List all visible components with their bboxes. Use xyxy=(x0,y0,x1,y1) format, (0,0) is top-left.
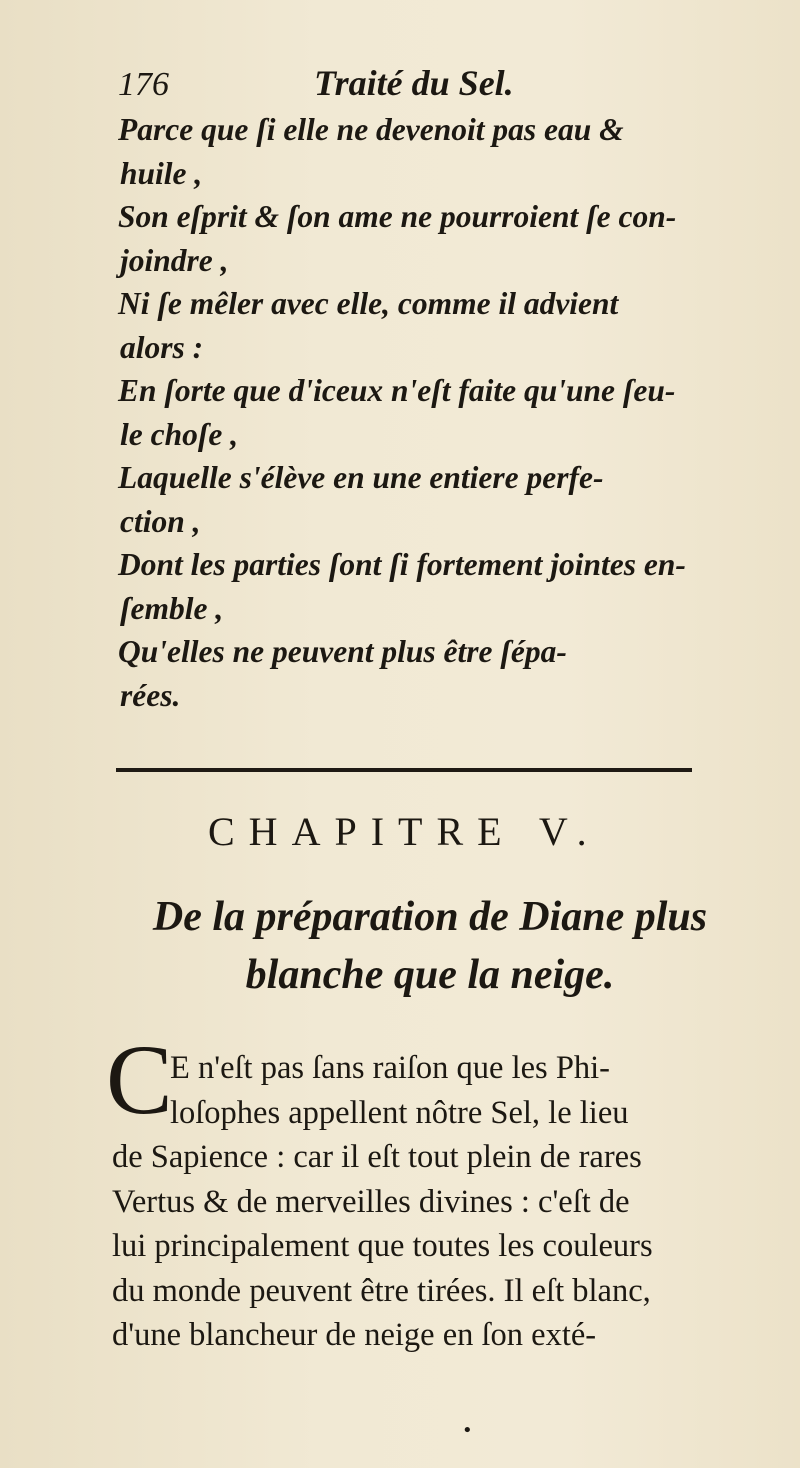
verse-line: En ſorte que d'iceux n'eſt faite qu'une ſeu- xyxy=(118,373,676,408)
verse-line: joindre , xyxy=(120,242,229,278)
drop-cap: C xyxy=(106,1024,173,1135)
body-line: E n'eſt pas ſans raiſon que les Phi- xyxy=(170,1050,611,1086)
page-header xyxy=(118,58,738,110)
verse-line: Dont les parties ſont ſi fortement jointes en- xyxy=(118,547,686,582)
verse-line: Son eſprit & ſon ame ne pourroient ſe con- xyxy=(118,199,677,234)
body-line: Vertus & de merveilles divines : c'eſt de xyxy=(112,1183,630,1220)
body-line: lui principalement que toutes les couleurs xyxy=(112,1228,653,1264)
verse-line: Qu'elles ne peuvent plus être ſépa- xyxy=(118,634,567,669)
verse-line: le choſe , xyxy=(120,416,239,452)
verse-line: alors : xyxy=(120,329,204,365)
verse-line: Ni ſe mêler avec elle, comme il advient xyxy=(118,286,619,321)
body-line: de Sapience : car il eſt tout plein de rares xyxy=(112,1139,642,1175)
verse-block xyxy=(118,108,758,717)
verse-line: Laquelle s'élève en une entiere perfe- xyxy=(118,460,604,495)
section-divider xyxy=(116,768,692,772)
body-paragraph xyxy=(112,1046,730,1358)
verse-line: ction , xyxy=(120,503,201,539)
chapter-subtitle xyxy=(120,888,740,1004)
body-line: loſophes appellent nôtre Sel, le lieu xyxy=(170,1094,629,1131)
verse-line: rées. xyxy=(120,677,181,713)
body-line: du monde peuvent être tirées. Il eſt blanc, xyxy=(112,1272,651,1309)
verse-line: Parce que ſi elle ne devenoit pas eau & xyxy=(118,112,624,147)
verse-line: huile , xyxy=(120,155,203,191)
running-title: Traité du Sel. xyxy=(314,63,514,103)
chapter-heading: CHAPITRE V. xyxy=(208,809,601,854)
page-number: 176 xyxy=(118,66,169,103)
footer-mark: • xyxy=(462,1420,473,1441)
chapter-subtitle-line: De la préparation de Diane plus xyxy=(152,894,708,940)
verse-line: ſemble , xyxy=(120,590,224,626)
body-line: d'une blancheur de neige en ſon exté- xyxy=(112,1317,597,1353)
chapter-subtitle-line: blanche que la neige. xyxy=(245,952,615,998)
